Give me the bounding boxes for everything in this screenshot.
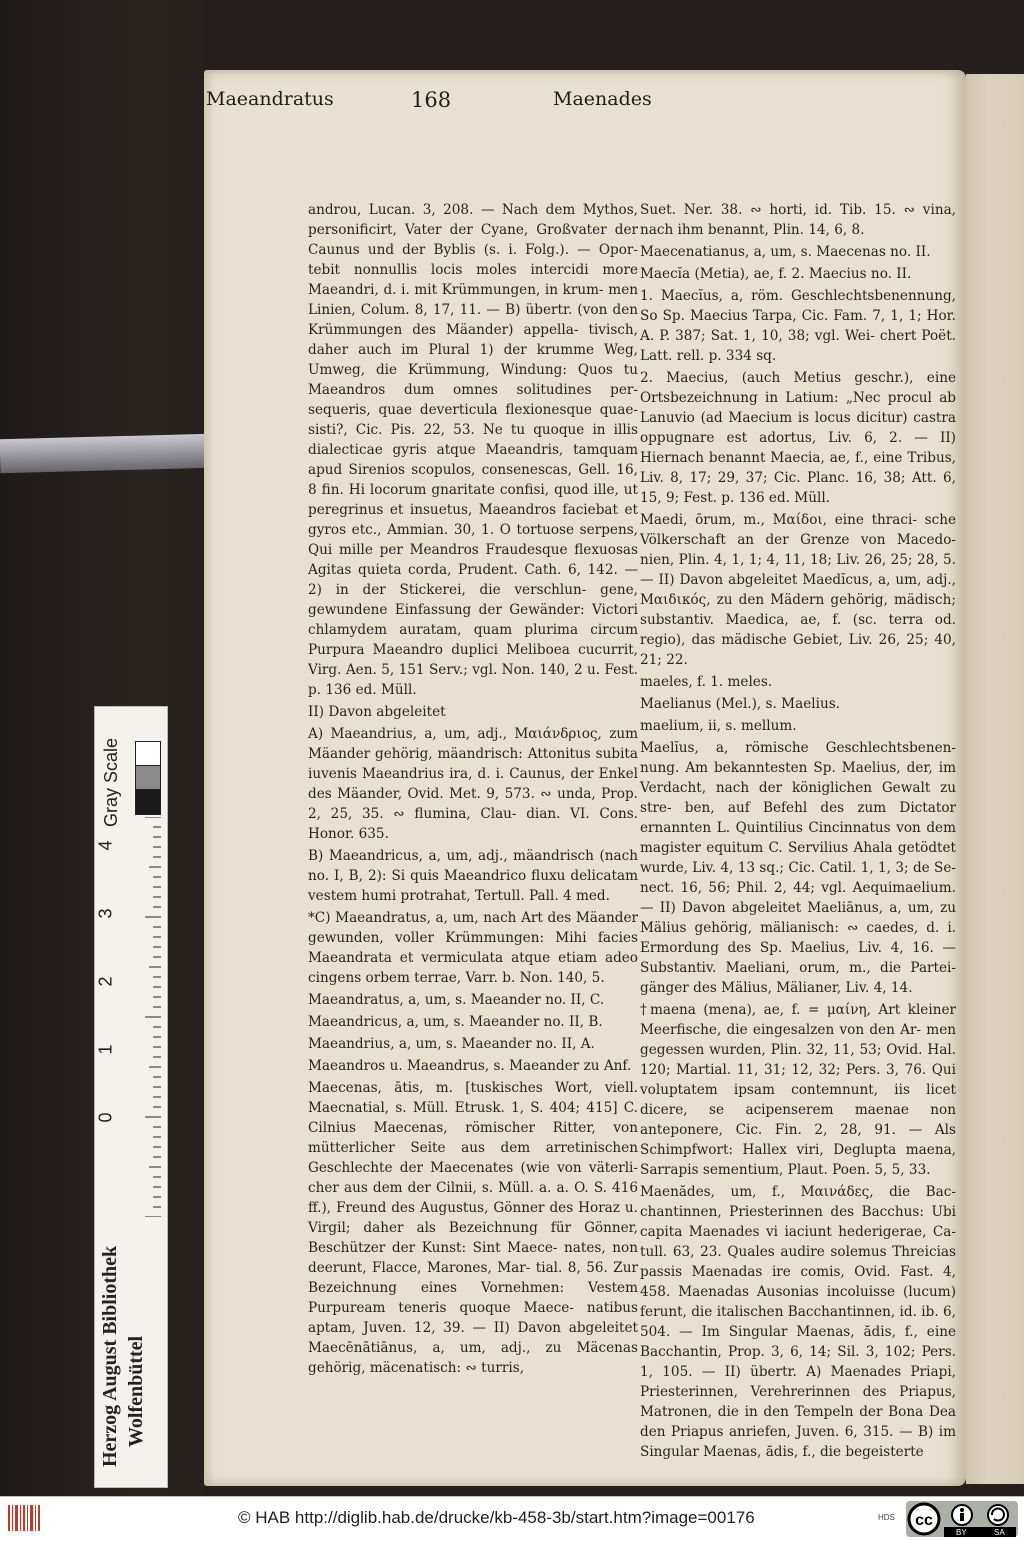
barcode-icon [8,1503,40,1533]
dictionary-entry: Maeandricus, a, um, s. Maeander no. II, B. [308,1014,603,1030]
dictionary-entry: 2. Maecius, (auch Metius geschr.), eine Ortsbezeichnung in Latium: „Nec procul ab Lanuvio (ad Maecium is locus dicitur) castra oppugnare est adortus, Liv. 6, 2. — II) Hiernach benannt Maecia, ae, f., eine Tribus, Liv. 8, 17; 29, 37; Cic. Planc. 16, 38; Att. 6, 15, 9; Fest. p. 136 ed. Müll. [640,370,956,506]
institution-city: Wolfenbüttel [125,1335,147,1447]
gray-swatch-mid [135,765,161,791]
gray-swatch-black [135,789,161,815]
dictionary-entry: Maeandrius, a, um, s. Maeander no. II, A. [308,1036,595,1052]
dictionary-entry: 1. Maecĭus, a, röm. Geschlechtsbenennung, So Sp. Maecius Tarpa, Cic. Fam. 7, 1, 1; Hor. A. P. 387; Sat. 1, 10, 38; vgl. Wei- chert Poët. Latt. rell. p. 334 sq. [640,288,956,364]
institution-label [99,1245,159,1467]
dictionary-entry: Suet. Ner. 38. ∾ horti, id. Tib. 15. ∾ vina, nach ihm benannt, Plin. 14, 6, 8. [640,202,956,238]
left-column [308,198,638,1378]
dictionary-entry: A) Maeandrius, a, um, adj., Μαιάνδριος, zum Mäander gehörig, mäandrisch: Attonitus subita iuvenis Maeandrius ira, d. i. Caunus, der Enkel des Mäander, Ovid. Met. 9, 573. ∾ unda, Prop. 2, 25, 35. ∾ flumina, Clau- dian. VI. Cons. Honor. 635. [308,726,638,842]
credit-link[interactable]: © HAB http://diglib.hab.de/drucke/kb-458-3b/start.htm?image=00176 [238,1508,755,1527]
next-page-edge [966,74,1024,1484]
dictionary-entry: Maeandros u. Maeandrus, s. Maeander zu Anf. [308,1058,632,1074]
dictionary-entry: maeles, f. 1. meles. [640,674,773,690]
dictionary-entry: maelium, ii, s. mellum. [640,718,797,734]
right-column [640,198,956,1462]
license-by: BY [956,1528,967,1537]
left-guide-word: Maeandratus [206,88,334,110]
gray-scale-label: Gray Scale [101,737,121,827]
dictionary-entry: Maecĭa (Metia), ae, f. 2. Maecius no. II. [640,266,912,282]
ruler-number-1: 1 [95,1044,116,1055]
dictionary-entry: Maecenatianus, a, um, s. Maecenas no. II. [640,244,931,260]
license-sa: SA [994,1528,1005,1537]
institution-name: Herzog August Bibliothek [99,1245,121,1467]
dictionary-entry: Maenădes, um, f., Μαινάδες, die Bac- chantinnen, Priesterinnen des Bacchus: Ubi capita Maenades vi iaciunt hederigerae, Ca- tull. 63, 23. Quales audire solemus Threicias passis Maenadas ire comis, Ovid. Fast. 4, 458. Maenadas Ausonias incoluisse (lucum) ferunt, die italischen Bacchantinnen, id. ib. 6, 504. — Im Singular Maenas, ădis, f., eine Bacchantin, Prop. 3, 6, 14; Sil. 3, 102; Pers. 1, 105. — II) übertr. A) Maenades Priapi, Priesterinnen, Verehrerinnen des Priapus, Matronen, die in den Tempeln der Bona Dea den Priapus anriefen, Juven. 6, 315. — B) im Singular Maenas, ădis, f., die begeisterte [640,1184,956,1460]
dictionary-entry: androu, Lucan. 3, 208. — Nach dem Mythos, personificirt, Vater der Cyane, Großvater der Caunus und der Byblis (s. i. Folg.). — Opor- tebit nonnullis locis moles intercidi more Maeandri, d. i. mit Krümmungen, in krum- men Linien, Colum. 8, 17, 11. — B) übertr. (von den Krümmungen des Mäander) appella- tivisch, daher auch im Plural 1) der krumme Weg, Umweg, die Krümmung, Windung: Quos tu Maeandros dum omnes solitudines per- sequeris, quae deverticula flexionesque quae- sisti?, Cic. Pis. 22, 53. Ne tu quoque in illis dialecticae gyris atque Maeandris, tamquam apud Sirenios scopulos, consenescas, Gell. 16, 8 fin. Hi locorum gnaritate confisi, quod ille, ut peregrinus et insuetus, Maeandros faciebat et gyros etc., Ammian. 30, 1. O tortuose serpens, Qui mille per Meandros Fraudesque flexuosas Agitas quieta corda, Prudent. Cath. 6, 142. — 2) in der Stickerei, die verschlun- gene, gewundene Einfassung der Gewänder: Victori chlamydem auratam, quam plurima circum Purpura Maeandro duplici Meliboea cucurrit, Virg. Aen. 5, 151 Serv.; vgl. Non. 140, 2 u. Fest. p. 136 ed. Müll. [308,202,638,698]
page-header [0,88,762,118]
footer-bar [0,1496,1024,1541]
dictionary-entry: Maeandratus, a, um, s. Maeander no. II, C. [308,992,605,1008]
footer-small-label: HDS [878,1513,895,1522]
ruler-number-3: 3 [95,908,116,919]
dictionary-entry: Maelĭus, a, römische Geschlechtsbenen- nung. Am bekanntesten Sp. Maelius, der, im Verdacht, nach der königlichen Gewalt zu stre- ben, auf Befehl des zum Dictator ernannten L. Quintilius Cincinnatus von dem magister equitum C. Servilius Ahala getödtet wurde, Liv. 4, 13 sq.; Cic. Catil. 1, 1, 3; de Se- nect. 16, 56; Phil. 2, 44; vgl. Aequimaelium. — II) Davon abgeleitet Maeliānus, a, um, zu Mälius gehörig, mälianisch: ∾ caedes, d. i. Ermordung des Sp. Maelius, Liv. 4, 16. — Substantiv. Maeliani, orum, m., die Partei- gänger des Mälius, Mälianer, Liv. 4, 14. [640,740,956,996]
dictionary-entry: B) Maeandricus, a, um, adj., mäandrisch (nach no. I, B, 2): Si quis Maeandrico fluxu delicatam vestem humi protrahat, Tertull. Pall. 4 med. [308,848,638,904]
scale-card [94,706,168,1488]
dictionary-entry: †maena (mena), ae, f. = μαίνη, Art kleiner Meerfische, die eingesalzen von den Ar- men gegessen wurden, Plin. 32, 11, 53; Ovid. Hal. 120; Martial. 11, 31; 12, 32; Pers. 3, 76. Qui voluptatem ipsam contemnunt, iis licet dicere, se acipenserem maenae non anteponere, Cic. Fin. 2, 28, 91. — Als Schimpfwort: Hallex viri, Deglupta maena, Sarrapis sementium, Plaut. Poen. 5, 5, 33. [640,1002,956,1178]
dictionary-entry: II) Davon abgeleitet [308,704,446,720]
book-page [204,70,966,1486]
ruler-ticks [131,817,161,1217]
dictionary-entry: Maedi, ōrum, m., Μαίδοι, eine thraci- sche Völkerschaft an der Grenze von Macedo- nien, Plin. 4, 1, 1; 4, 11, 18; Liv. 26, 25; 28, 5. — II) Davon abgeleitet Maedĭcus, a, um, adj., Μαιδικός, zu den Mädern gehörig, mädisch; substantiv. Maedica, ae, f. (sc. terra od. regio), das mädische Gebiet, Liv. 26, 25; 40, 21; 22. [640,512,956,668]
svg-text:cc: cc [915,1512,933,1529]
ruler-number-2: 2 [95,976,116,987]
ruler-number-0: 0 [95,1112,116,1123]
dictionary-entry: *C) Maeandratus, a, um, nach Art des Mäander gewunden, voller Krümmungen: Mihi facies Maeandrata et vermiculata atque etiam adeo cingens orbem terrae, Varr. b. Non. 140, 5. [308,910,638,986]
dictionary-entry: Maelianus (Mel.), s. Maelius. [640,696,840,712]
page-number: 168 [411,88,452,112]
ruler-number-4: 4 [95,840,116,851]
right-guide-word: Maenades [553,88,652,110]
dictionary-entry: Maecenas, ātis, m. [tuskisches Wort, viell. Maecnatial, s. Müll. Etrusk. 1, S. 404; 415] C. Cilnius Maecenas, römischer Ritter, von mütterlicher Seite aus dem arretinischen Geschlechte der Maecenates (wie von väterli- cher aus dem der Cilnii, s. Müll. a. a. O. S. 416 ff.), Freund des Augustus, Gönner des Horaz u. Virgil; daher als Bezeichnung für Gönner, Beschützer der Kunst: Sint Maece- nates, non deerunt, Flacce, Marones, Mar- tial. 8, 56. Zur Bezeichnung eines Vornehmen: Vestem Purpuream teneris quoque Maece- natibus aptam, Juven. 12, 39. — II) Davon abgeleitet Maecēnātiānus, a, um, adj., zu Mäcenas gehörig, mäcenatisch: ∾ turris, [308,1080,638,1376]
next-page-fragment [966,74,1024,184]
gray-swatch-white [135,741,161,767]
